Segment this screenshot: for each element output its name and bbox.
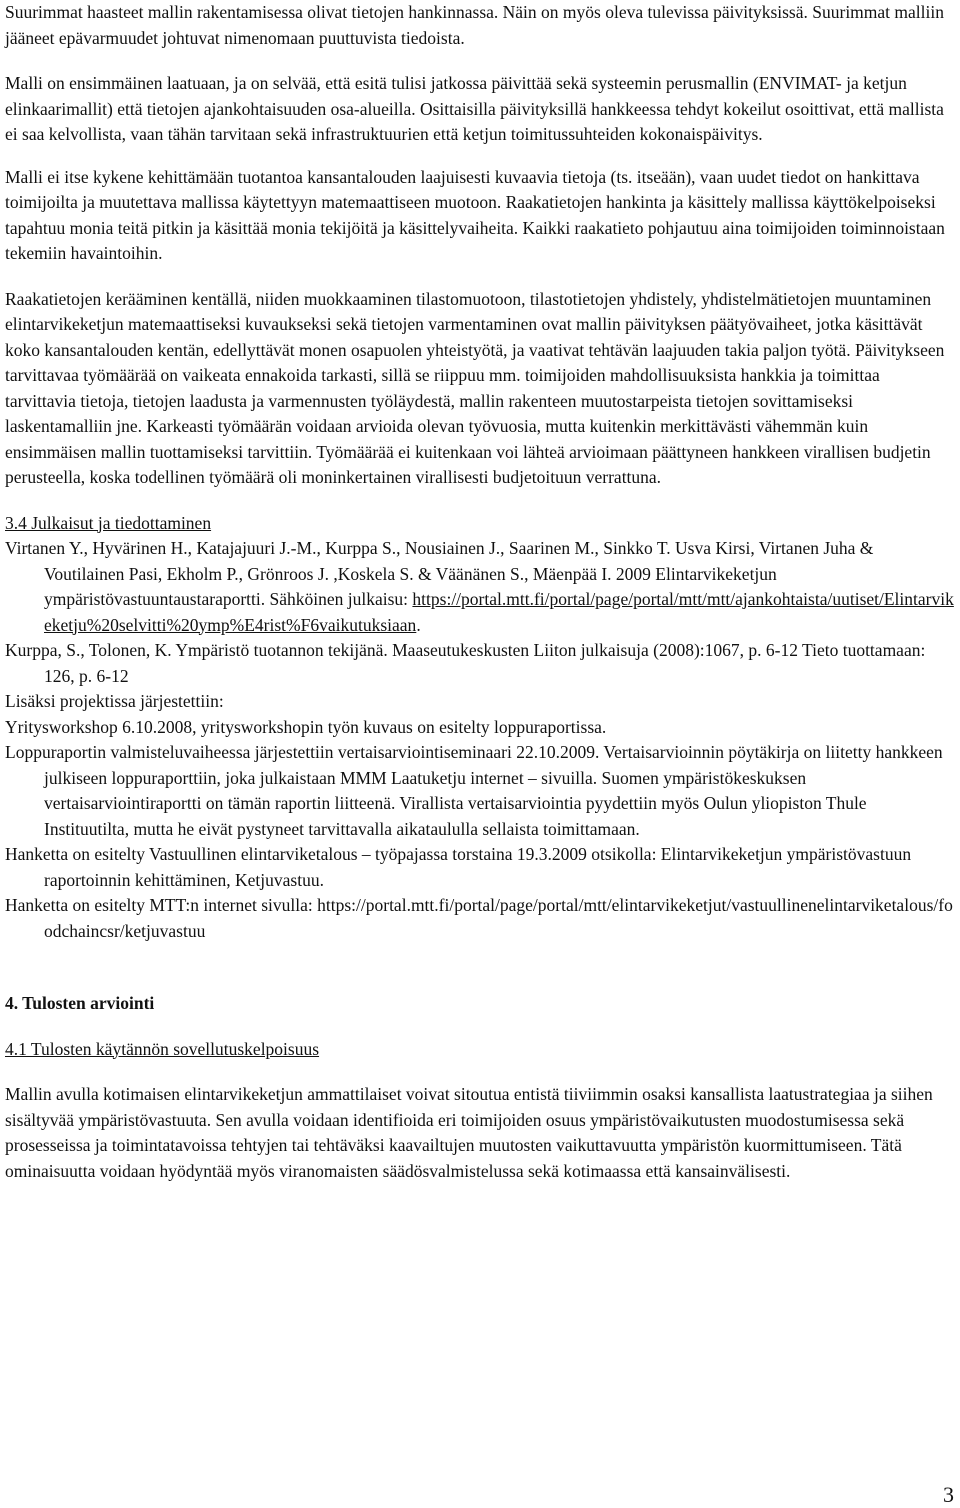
subsection-heading-applicability: 4.1 Tulosten käytännön sovellutuskelpoisuus: [5, 1038, 320, 1059]
section-heading-evaluation: 4. Tulosten arviointi: [5, 993, 155, 1013]
document-page: [5, 0, 955, 1184]
presentation-web-text: Hanketta on esitelty MTT:n internet sivulla:: [5, 895, 313, 915]
presentation-web-item: [5, 893, 955, 944]
paragraph-work-phases: Raakatietojen kerääminen kentällä, niiden muokkaaminen tilastomuotoon, tilastotietojen yhdistely, yhdistelmätietojen muuntaminen elintarvikeketjun matemaattiseksi kuvaukseksi sekä tietojen varmentaminen ovat mallin päivityksen päätyövaiheet, jotka käsittävät koko kansantalouden kentän, edellyttävät monen osapuolen yhteistyötä, ja vaativat tehtävän laajuuden takia paljon työtä. Päivitykseen tarvittavaa työmäärää on vaikeata ennakoida tarkasti, sillä se riippuu mm. toimijoiden mahdollisuuksista hankkia ja toimittaa tarvittavia tietoja, tietojen laadusta ja varmennusten työläydestä, mallin rakenteen muutostarpeista tietojen sovittamiseksi laskentamalliin jne. Karkeasti työmäärän voidaan arvioida olevan työvuosia, mutta kuitenkin merkittävästi vähemmän kuin ensimmäisen mallin tuottamiseksi tarvittiin. Työmäärää ei kuitenkaan voi lähteä arvioimaan päättyneen hankkeen virallisen budjetin perusteella, koska todellinen työmäärä oli moninkertainen virallisesti budjetoituun verrattuna.: [5, 288, 945, 487]
seminar-item: Loppuraportin valmisteluvaiheessa järjestettiin vertaisarviointiseminaari 22.10.2009. Vertaisarvioinnin pöytäkirja on liitetty hankkeen julkiseen loppuraporttiin, joka julkaistaan MMM Laatuketju internet – sivuilla. Suomen ympäristökeskuksen vertaisarviointiraportti on tämän raportin liitteenä. Virallista vertaisarviointia pyydettiin myös Oulun yliopiston Thule Instituutilta, mutta he eivät pystyneet tarvittavalla aikataululla sellaista toimittamaan.: [5, 742, 943, 839]
paragraph-model-updates: Malli on ensimmäinen laatuaan, ja on selvää, että esitä tulisi jatkossa päivittää sekä systeemin perusmallin (ENVIMAT- ja ketjun elinkaarimallit) että tietojen ajankohtaisuuden osa-alueilla. Osittaisilla päivityksillä hankkeessa tehdyt kokeilut osoittivat, että mallista ei saa kelvollista, vaan tähän tarvitaan sekä infrastruktuurien että ketjun toimitussuhteiden kokonaispäivitys.: [5, 73, 944, 144]
additional-intro: Lisäksi projektissa järjestettiin:: [5, 691, 224, 711]
reference-virtanen: [5, 536, 955, 638]
presentation-web-link[interactable]: https://portal.mtt.fi/portal/page/portal/mtt/elintarvikeketjut/vastuullinenelintarviketalous/foodchaincsr/ketjuvastuu: [44, 895, 953, 941]
reference-virtanen-link[interactable]: https://portal.mtt.fi/portal/page/portal/mtt/mtt/ajankohtaista/uutiset/Elintarvikeketju%20selvitti%20ymp%E4rist%F6vaikutuksiaan: [44, 589, 954, 635]
presentation-workshop-item: Hanketta on esitelty Vastuullinen elintarviketalous – työpajassa torstaina 19.3.2009 otsikolla: Elintarvikeketjun ympäristövastuun raportoinnin kehittäminen, Ketjuvastuu.: [5, 844, 912, 890]
reference-virtanen-text: Virtanen Y., Hyvärinen H., Katajajuuri J.-M., Kurppa S., Nousiainen J., Saarinen M., Sinkko T. Usva Kirsi, Virtanen Juha & Voutilainen Pasi, Ekholm P., Grönroos J. ,Koskela S. & Väänänen S., Mäenpää I. 2009 Elintarvikeketjun ympäristövastuuntaustaraportti. Sähköinen julkaisu:: [5, 538, 874, 609]
paragraph-applicability: Mallin avulla kotimaisen elintarvikeketjun ammattilaiset voivat sitoutua entistä tiiviimmin osaksi kansallista laatustrategiaa ja siihen sisältyvää ympäristövastuuta. Sen avulla voidaan identifioida eri toimijoiden osuus ympäristövaikutusten muodostumisessa sekä prosesseissa ja toimintatavoissa tehtyjen tai tehtäväksi kaavailtujen muutosten vaikuttavuutta ympäristön kuormittumiseen. Tätä ominaisuutta voidaan hyödyntää myös viranomaisten säädösvalmistelussa sekä kotimaassa että kansainvälisesti.: [5, 1084, 933, 1181]
reference-virtanen-end: .: [416, 614, 421, 635]
section-heading-publications: 3.4 Julkaisut ja tiedottaminen: [5, 512, 212, 533]
page-number: 3: [943, 1482, 954, 1507]
workshop-item: Yritysworkshop 6.10.2008, yritysworkshopin työn kuvaus on esitelty loppuraportissa.: [5, 716, 607, 737]
paragraph-data-challenges: Suurimmat haasteet mallin rakentamisessa olivat tietojen hankinnassa. Näin on myös oleva tulevissa päivityksissä. Suurimmat malliin jääneet epävarmuudet johtuvat nimenomaan puuttuvista tiedoista.: [5, 2, 944, 48]
paragraph-raw-data: Malli ei itse kykene kehittämään tuotantoa kansantalouden laajuisesti kuvaavia tietoja (ts. itseään), vaan uudet tiedot on hankittava toimijoilta ja muutettava mallissa käytettyyn matemaattiseen muotoon. Raakatietojen hankinta ja käsittely mallissa käyttökelpoiseksi tapahtuu monia teitä pitkin ja käsittää monia tekijöitä ja käsittelyvaiheita. Kaikki raakatieto pohjautuu aina toimijoiden toiminnoistaan tekemiin havaintoihin.: [5, 166, 945, 263]
reference-kurppa: Kurppa, S., Tolonen, K. Ympäristö tuotannon tekijänä. Maaseutukeskusten Liiton julkaisuja (2008):1067, p. 6-12 Tieto tuottamaan: 126, p. 6-12: [5, 640, 926, 686]
